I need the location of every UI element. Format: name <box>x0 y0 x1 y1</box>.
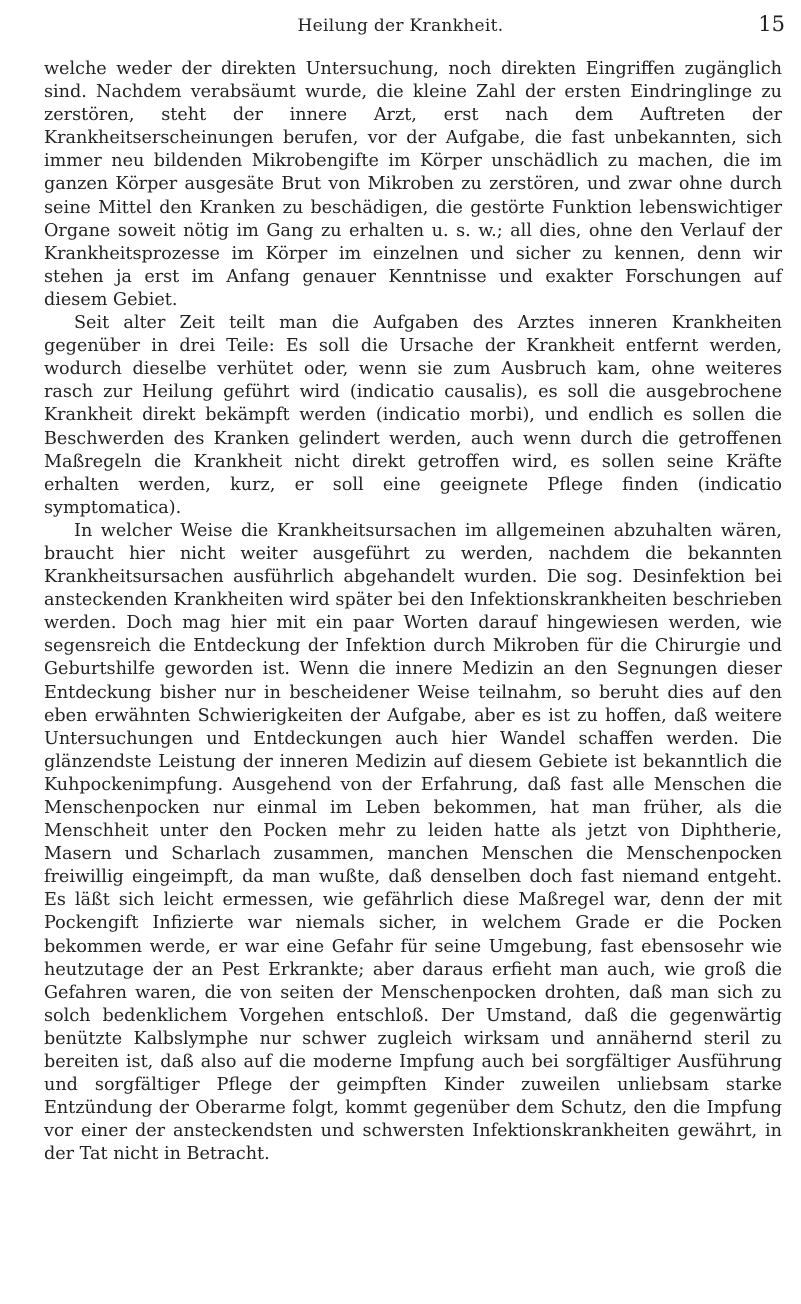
paragraph-causes-vaccination: In welcher Weise die Krankheitsursachen im allgemeinen abzuhalten wären, braucht hier nicht weiter ausgeführt zu werden, nachdem die bekannten Krankheitsursachen ausführlich abgehandelt wurden. Die sog. Desinfektion bei ansteckenden Krankheiten wird später bei den Infektionskrankheiten beschrieben werden. Doch mag hier mit ein paar Worten darauf hingewiesen werden, wie segensreich die Entdeckung der Infektion durch Mikroben für die Chirurgie und Geburtshilfe geworden ist. Wenn die innere Medizin an den Segnungen dieser Entdeckung bisher nur in bescheidener Weise teilnahm, so beruht dies auf den eben erwähnten Schwierigkeiten der Aufgabe, aber es ist zu hoffen, daß weitere Untersuchungen und Entdeckungen auch hier Wandel schaffen werden. Die glänzendste Leistung der inneren Medizin auf diesem Gebiete ist bekanntlich die Kuhpockenimpfung. Ausgehend von der Erfahrung, daß fast alle Menschen die Menschenpocken nur einmal im Leben bekommen, hat man früher, als die Menschheit unter den Pocken mehr zu leiden hatte als jetzt von Diphtherie, Masern und Scharlach zusammen, manchen Menschen die Menschenpocken freiwillig eingeimpft, da man wußte, daß denselben doch fast niemand entgeht. Es läßt sich leicht ermessen, wie gefährlich diese Maßregel war, denn der mit Pockengift Infizierte war niemals sicher, in welchem Grade er die Pocken bekommen werde, er war eine Gefahr für seine Umgebung, fast ebensosehr wie heutzutage der an Pest Erkrankte; aber daraus erfieht man auch, wie groß die Gefahren waren, die von seiten der Menschenpocken drohten, daß man sich zu solch bedenklichem Vorgehen entschloß. Der Umstand, daß die gegenwärtig benützte Kalbslymphe nur schwer zugleich wirksam und annähernd steril zu bereiten ist, daß also auf die moderne Impfung auch bei sorgfältiger Ausführung und sorgfältiger Pflege der geimpften Kinder zuweilen unliebsam starke Entzündung der Oberarme folgt, kommt gegenüber dem Schutz, den die Impfung vor einer der ansteckendsten und schwersten Infektionskrankheiten gewährt, in der Tat nicht in Betracht. <box>44 520 782 1165</box>
running-title: Heilung der Krankheit. <box>297 16 504 36</box>
body-text <box>44 58 782 1167</box>
page-number: 15 <box>758 12 785 36</box>
paragraph-treatment-aims: Seit alter Zeit teilt man die Aufgaben des Arztes inneren Krankheiten gegenüber in drei Teile: Es soll die Ursache der Krankheit entfernt werden, wodurch dieselbe verhütet oder, wenn sie zum Ausbruch kam, ohne weiteres rasch zur Heilung geführt wird (indicatio causalis), es soll die ausgebrochene Krankheit direkt bekämpft werden (indicatio morbi), und endlich es sollen die Beschwerden des Kranken gelindert werden, auch wenn durch die getroffenen Maßregeln die Krankheit nicht direkt getroffen wird, es sollen seine Kräfte erhalten werden, kurz, er soll eine geeignete Pflege finden (indicatio symptomatica). <box>44 313 782 518</box>
running-header <box>0 12 801 40</box>
paragraph-continuation: welche weder der direkten Untersuchung, noch direkten Eingriffen zugänglich sind. Nachdem verabsäumt wurde, die kleine Zahl der ersten Eindringlinge zu zerstören, steht der innere Arzt, erst nach dem Auftreten der Krankheitserscheinungen berufen, vor der Aufgabe, die fast unbekannten, sich immer neu bildenden Mikrobengifte im Körper unschädlich zu machen, die im ganzen Körper ausgesäte Brut von Mikroben zu zerstören, und zwar ohne durch seine Mittel den Kranken zu beschädigen, die gestörte Funktion lebenswichtiger Organe soweit nötig im Gang zu erhalten u. s. w.; all dies, ohne den Verlauf der Krankheitsprozesse im Körper im einzelnen und sicher zu kennen, denn wir stehen ja erst im Anfang genauer Kenntnisse und exakter Forschungen auf diesem Gebiet. <box>44 59 782 310</box>
